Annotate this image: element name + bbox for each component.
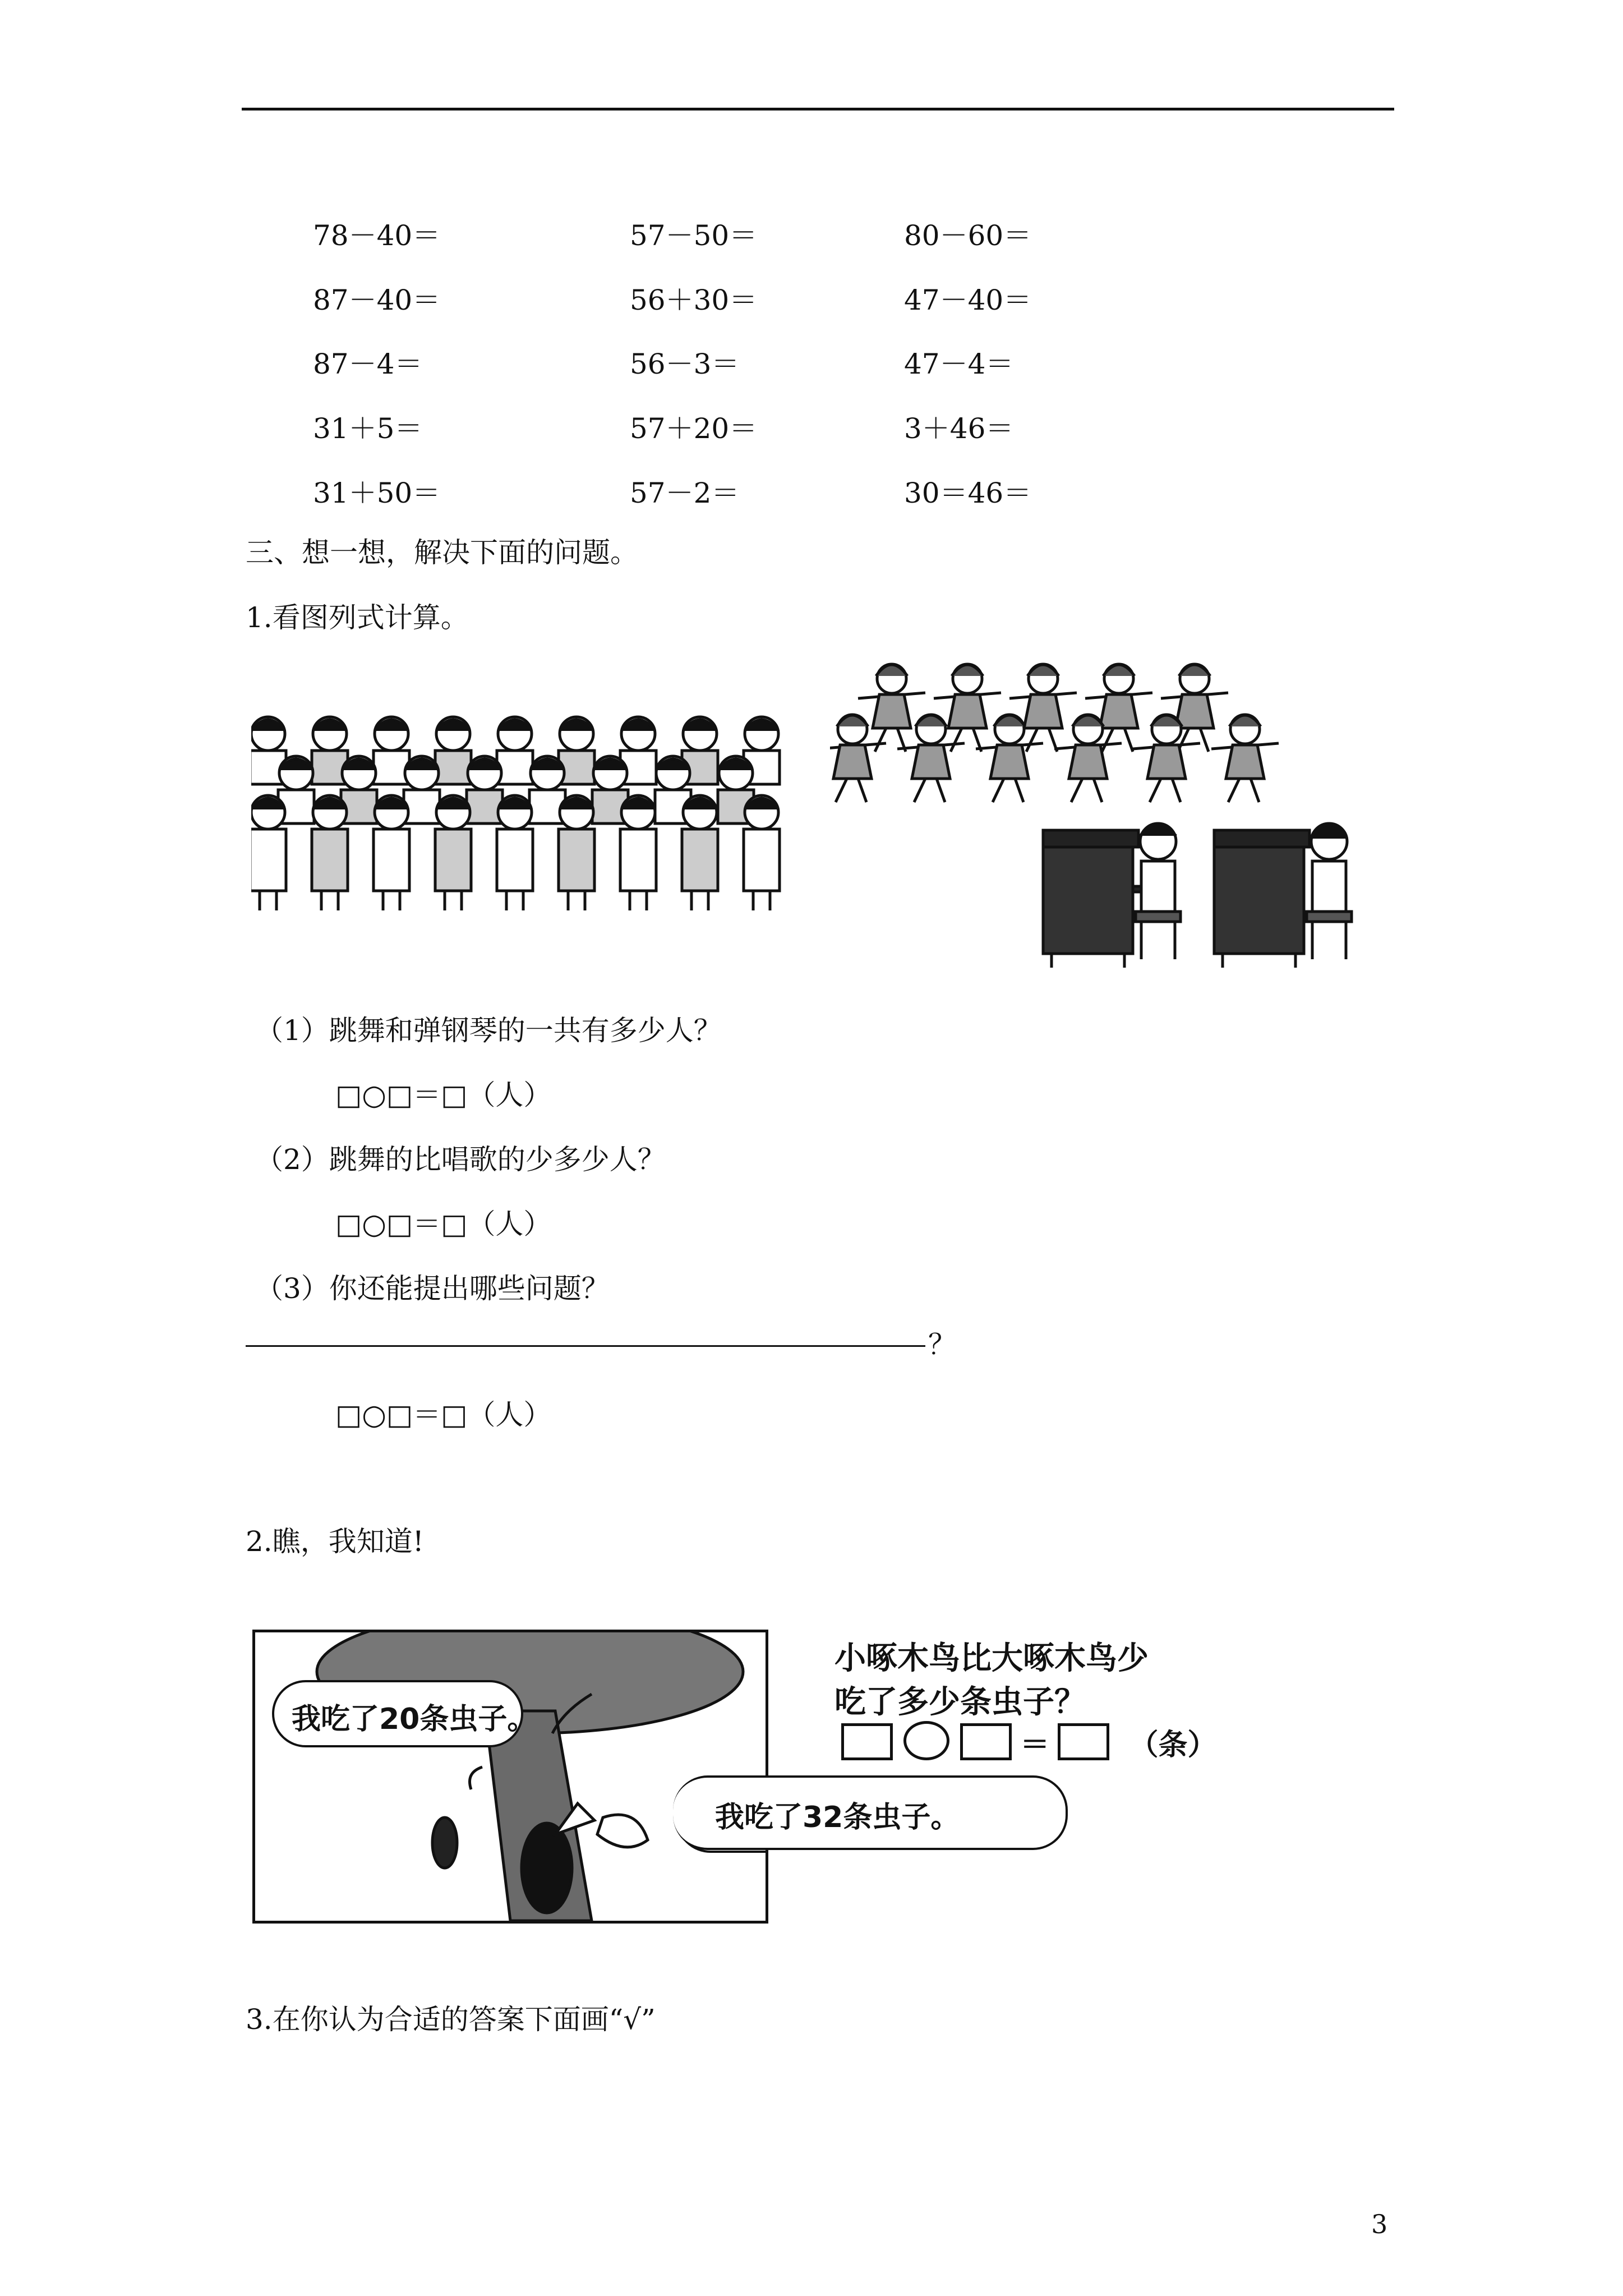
answer-box[interactable] <box>841 1723 893 1760</box>
dancer-figure <box>858 664 925 752</box>
equation: 78－40＝ <box>313 219 441 252</box>
equation: 87－40＝ <box>313 284 441 316</box>
equation: 47－4＝ <box>904 348 1014 380</box>
q2-answer-template <box>841 1721 1217 1760</box>
choir-illustration <box>251 711 828 919</box>
equation: 31＋50＝ <box>313 477 441 509</box>
q2-text-line2: 吃了多少条虫子？ <box>834 1684 1086 1720</box>
unit-label: （条） <box>1129 1728 1217 1762</box>
dancers-illustration <box>830 651 1324 813</box>
q2-text-line1: 小啄木鸟比大啄木鸟少 <box>834 1640 1149 1677</box>
question-heading: 1.看图列式计算。 <box>246 601 469 634</box>
equation: 57－2＝ <box>630 477 740 509</box>
child-figure <box>251 795 286 910</box>
answer-line <box>246 1345 925 1347</box>
equation: 3＋46＝ <box>904 412 1014 445</box>
woodpecker-illustration <box>252 1630 768 1924</box>
question-mark: ？ <box>928 1328 956 1361</box>
formula-1: □○□＝□（人） <box>335 1079 552 1111</box>
header-rule <box>242 108 1394 111</box>
equation: 57－50＝ <box>630 219 758 252</box>
question-heading-2: 2.瞧，我知道! <box>246 1525 424 1558</box>
answer-box[interactable] <box>1058 1723 1109 1760</box>
page-number: 3 <box>1371 2209 1388 2239</box>
child-figure <box>497 795 533 910</box>
sub-question-1: （1）跳舞和弹钢琴的一共有多少人？ <box>255 1014 722 1047</box>
sub-question-2: （2）跳舞的比唱歌的少多少人？ <box>255 1143 666 1176</box>
section-heading: 三、想一想，解决下面的问题。 <box>246 536 638 569</box>
child-figure <box>559 795 594 910</box>
answer-box[interactable] <box>960 1723 1012 1760</box>
child-figure <box>744 795 780 910</box>
equation: 56－3＝ <box>630 348 740 380</box>
child-figure <box>312 795 348 910</box>
question-heading-3: 3.在你认为合适的答案下面画“√” <box>246 2003 656 2036</box>
bubble-text-small: 我吃了20条虫子。 <box>292 1703 537 1736</box>
equation: 56＋30＝ <box>630 284 758 316</box>
formula-3: □○□＝□（人） <box>335 1398 552 1431</box>
equation: 30＝46＝ <box>904 477 1032 509</box>
child-figure <box>435 717 471 784</box>
equation: 47－40＝ <box>904 284 1032 316</box>
child-figure <box>620 795 656 910</box>
bubble-text-big: 我吃了32条虫子。 <box>715 1801 960 1834</box>
equals-sign: ＝ <box>1020 1728 1050 1762</box>
child-figure <box>374 795 409 910</box>
child-figure <box>682 795 718 910</box>
equation: 31＋5＝ <box>313 412 423 445</box>
equation: 80－60＝ <box>904 219 1032 252</box>
child-figure <box>435 795 471 910</box>
dancer-figure <box>1211 715 1279 802</box>
equation: 87－4＝ <box>313 348 423 380</box>
operator-circle[interactable] <box>903 1721 949 1760</box>
formula-2: □○□＝□（人） <box>335 1208 552 1240</box>
sub-question-3: （3）你还能提出哪些问题？ <box>255 1272 610 1305</box>
pianists-illustration <box>1038 808 1374 970</box>
equation: 57＋20＝ <box>630 412 758 445</box>
